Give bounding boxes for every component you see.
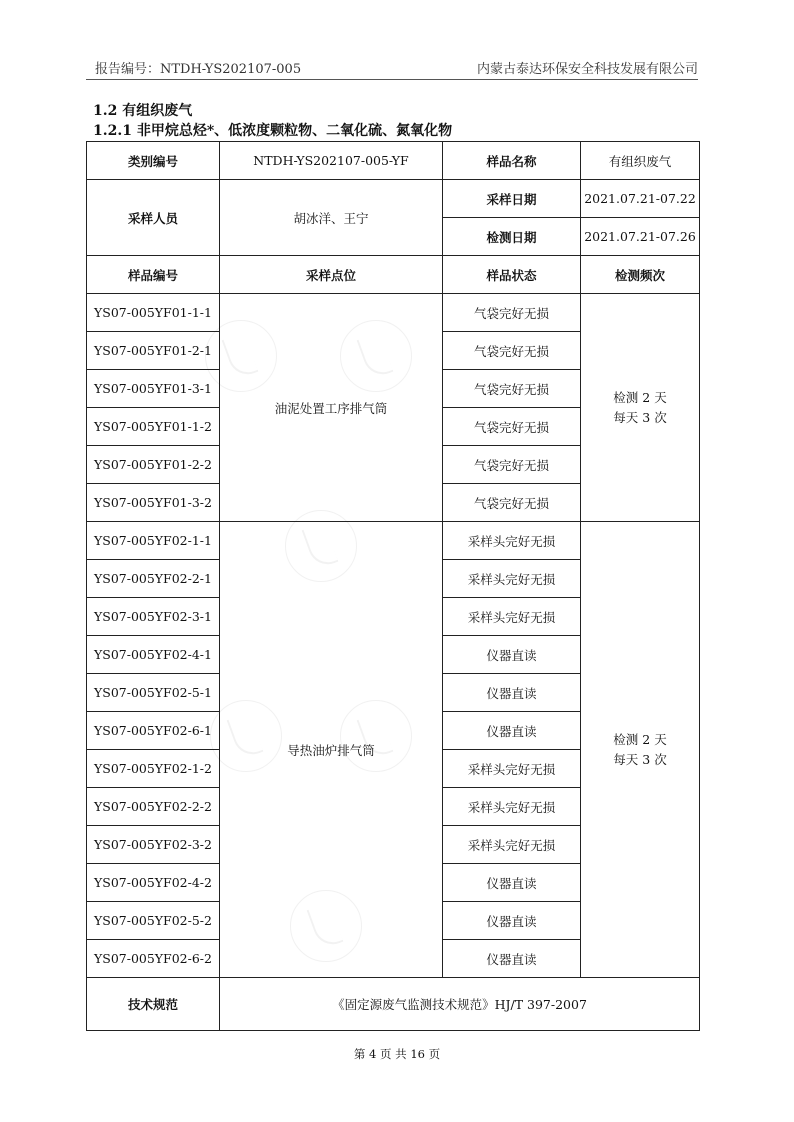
- section-title: 1.2 有组织废气: [93, 103, 193, 119]
- sample-status-cell: 仪器直读: [443, 636, 581, 674]
- column-header-frequency: 检测频次: [581, 256, 700, 294]
- sample-number-cell: YS07-005YF01-1-1: [87, 294, 220, 332]
- table-header-row: [87, 256, 700, 294]
- sample-number-cell: YS07-005YF01-2-1: [87, 332, 220, 370]
- sampler-value: 胡冰洋、王宁: [220, 180, 443, 256]
- tech-spec-row: [87, 978, 700, 1031]
- sample-info-table: [86, 141, 700, 1031]
- sample-status-cell: 仪器直读: [443, 864, 581, 902]
- test-frequency-cell: 检测 2 天 每天 3 次: [581, 294, 700, 522]
- page-number: 第 4 页 共 16 页: [353, 1047, 441, 1061]
- sample-status-cell: 气袋完好无损: [443, 484, 581, 522]
- sample-number-cell: YS07-005YF02-3-2: [87, 826, 220, 864]
- table-row: [87, 180, 700, 218]
- category-label: 类别编号: [87, 142, 220, 180]
- sampling-location-cell: 导热油炉排气筒: [220, 522, 443, 978]
- sample-number-cell: YS07-005YF02-1-2: [87, 750, 220, 788]
- sample-number-cell: YS07-005YF01-2-2: [87, 446, 220, 484]
- report-number: 报告编号：NTDH-YS202107-005: [95, 62, 302, 77]
- sample-name-label: 样品名称: [443, 142, 581, 180]
- sample-status-cell: 采样头完好无损: [443, 560, 581, 598]
- category-value: NTDH-YS202107-005-YF: [220, 142, 443, 180]
- sampling-date-label: 采样日期: [443, 180, 581, 218]
- sample-number-cell: YS07-005YF02-2-2: [87, 788, 220, 826]
- test-date-label: 检测日期: [443, 218, 581, 256]
- sampler-label: 采样人员: [87, 180, 220, 256]
- company-name: 内蒙古泰达环保安全科技发展有限公司: [476, 62, 698, 77]
- sample-status-cell: 采样头完好无损: [443, 522, 581, 560]
- test-frequency-cell: 检测 2 天 每天 3 次: [581, 522, 700, 978]
- sample-status-cell: 仪器直读: [443, 712, 581, 750]
- tech-spec-label: 技术规范: [87, 978, 220, 1031]
- column-header-sample-no: 样品编号: [87, 256, 220, 294]
- sample-status-cell: 采样头完好无损: [443, 750, 581, 788]
- sample-number-cell: YS07-005YF02-3-1: [87, 598, 220, 636]
- sample-status-cell: 仪器直读: [443, 902, 581, 940]
- sample-number-cell: YS07-005YF02-2-1: [87, 560, 220, 598]
- sampling-date-value: 2021.07.21-07.22: [581, 180, 700, 218]
- sample-number-cell: YS07-005YF02-5-1: [87, 674, 220, 712]
- table-row: [87, 142, 700, 180]
- sample-number-cell: YS07-005YF02-1-1: [87, 522, 220, 560]
- sample-number-cell: YS07-005YF01-1-2: [87, 408, 220, 446]
- sample-number-cell: YS07-005YF02-6-1: [87, 712, 220, 750]
- sampling-location-cell: 油泥处置工序排气筒: [220, 294, 443, 522]
- sample-status-cell: 气袋完好无损: [443, 294, 581, 332]
- sample-number-cell: YS07-005YF01-3-2: [87, 484, 220, 522]
- sample-status-cell: 采样头完好无损: [443, 788, 581, 826]
- sample-number-cell: YS07-005YF02-6-2: [87, 940, 220, 978]
- header-divider: [86, 79, 698, 80]
- sample-status-cell: 气袋完好无损: [443, 332, 581, 370]
- table-row: [87, 294, 700, 332]
- sample-status-cell: 气袋完好无损: [443, 408, 581, 446]
- sample-status-cell: 气袋完好无损: [443, 370, 581, 408]
- sample-number-cell: YS07-005YF02-4-1: [87, 636, 220, 674]
- sample-name-value: 有组织废气: [581, 142, 700, 180]
- section-subtitle: 1.2.1 非甲烷总烃*、低浓度颗粒物、二氧化硫、氮氧化物: [93, 123, 453, 139]
- sample-number-cell: YS07-005YF02-5-2: [87, 902, 220, 940]
- sample-number-cell: YS07-005YF01-3-1: [87, 370, 220, 408]
- page-header: [95, 58, 698, 80]
- sample-status-cell: 采样头完好无损: [443, 826, 581, 864]
- test-date-value: 2021.07.21-07.26: [581, 218, 700, 256]
- column-header-status: 样品状态: [443, 256, 581, 294]
- sample-status-cell: 仪器直读: [443, 940, 581, 978]
- sample-number-cell: YS07-005YF02-4-2: [87, 864, 220, 902]
- table-row: [87, 522, 700, 560]
- sample-status-cell: 仪器直读: [443, 674, 581, 712]
- sample-status-cell: 采样头完好无损: [443, 598, 581, 636]
- column-header-location: 采样点位: [220, 256, 443, 294]
- sample-status-cell: 气袋完好无损: [443, 446, 581, 484]
- tech-spec-value: 《固定源废气监测技术规范》HJ/T 397-2007: [220, 978, 700, 1031]
